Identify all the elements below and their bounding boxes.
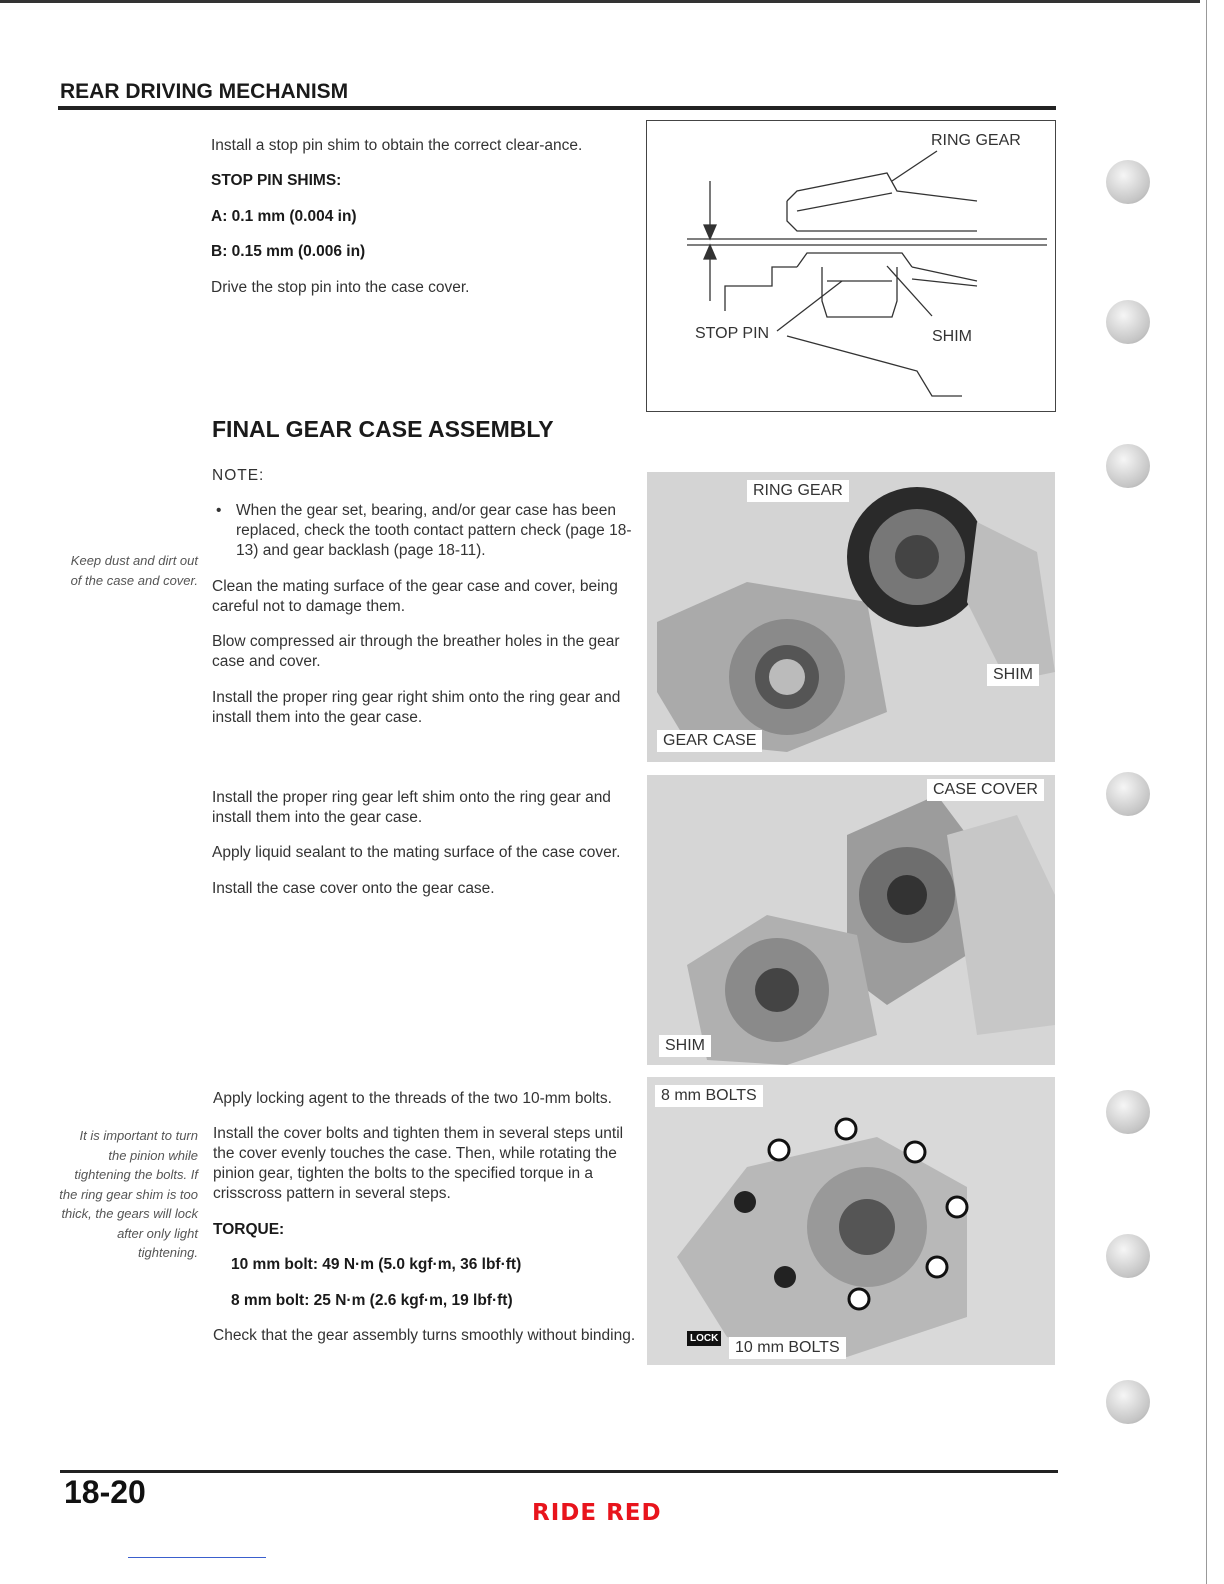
left-shim-text: Install the proper ring gear left shim onto the ring gear and install them into the gear case. xyxy=(212,788,611,826)
binder-hole xyxy=(1106,1234,1150,1278)
shim-a: A: 0.1 mm (0.004 in) xyxy=(211,207,357,225)
note-block xyxy=(212,450,636,743)
bolts-photo xyxy=(647,1077,1055,1365)
note-item: • When the gear set, bearing, and/or gear case has been replaced, check the tooth contact pattern check (page 18-13) and gear backlash (page 18-11). xyxy=(212,501,636,561)
fig1-shim-label: SHIM xyxy=(932,328,972,345)
sealant-text: Apply liquid sealant to the mating surface of the case cover. xyxy=(212,844,621,861)
photo2-shim-label: SHIM xyxy=(659,1035,711,1057)
install-cover-text: Install the case cover onto the gear case. xyxy=(212,879,495,897)
right-shim-text: Install the proper ring gear right shim onto the ring gear and install them into the gear case. xyxy=(212,688,621,726)
section-title: FINAL GEAR CASE ASSEMBLY xyxy=(212,416,554,442)
shim-b: B: 0.15 mm (0.006 in) xyxy=(211,243,366,260)
side-note-pinion: It is important to turn the pinion while tightening the bolts. If the ring gear shim is too thick, the gears will lock after only light tightening. xyxy=(59,1128,198,1260)
note-label: NOTE: xyxy=(212,466,265,484)
brand-logo: RIDE RED xyxy=(532,1500,662,1526)
page-number: 18-20 xyxy=(64,1474,146,1510)
header-rule xyxy=(58,106,1056,110)
photo2-case-cover-label: CASE COVER xyxy=(927,779,1044,801)
photo1-shim-label: SHIM xyxy=(987,664,1039,686)
case-cover-photo xyxy=(647,775,1055,1065)
intro-text: Install a stop pin shim to obtain the correct clear-ance. xyxy=(211,136,583,154)
fig1-stop-pin-label: STOP PIN xyxy=(695,325,770,342)
locking-text: Apply locking agent to the threads of the two 10-mm bolts. xyxy=(213,1089,612,1107)
torque-10mm: 10 mm bolt: 49 N·m (5.0 kgf·m, 36 lbf·ft) xyxy=(231,1256,522,1273)
bolts-illustration xyxy=(647,1077,1055,1365)
clean-text: Clean the mating surface of the gear case and cover, being careful not to damage them. xyxy=(212,577,618,615)
case-cover-illustration xyxy=(647,775,1055,1065)
photo1-ring-gear-label: RING GEAR xyxy=(747,480,849,502)
cover-block xyxy=(212,772,636,914)
stop-pin-drawing xyxy=(647,121,1055,411)
page-header: REAR DRIVING MECHANISM xyxy=(60,80,349,103)
footer-rule xyxy=(60,1470,1058,1473)
photo3-10mm-bolts-label: 10 mm BOLTS xyxy=(729,1337,846,1359)
note-list xyxy=(212,501,636,561)
torque-8mm: 8 mm bolt: 25 N·m (2.6 kgf·m, 19 lbf·ft) xyxy=(231,1291,513,1309)
bolts-text: Install the cover bolts and tighten them in several steps until the cover evenly touches the case. Then, while rotating the pinion gear, tighten the bolts to the specified torque in a crisscross pattern in several steps. xyxy=(213,1125,624,1202)
side-note-dust: Keep dust and dirt out of the case and cover. xyxy=(70,553,198,588)
bolts-block xyxy=(213,1073,637,1362)
binder-hole xyxy=(1106,1380,1150,1424)
binder-hole xyxy=(1106,1090,1150,1134)
stop-pin-diagram xyxy=(646,120,1056,412)
photo1-gear-case-label: GEAR CASE xyxy=(657,730,762,752)
torque-title: TORQUE: xyxy=(213,1220,285,1238)
check-text: Check that the gear assembly turns smoothly without binding. xyxy=(213,1327,636,1344)
binder-hole xyxy=(1106,772,1150,816)
shims-title: STOP PIN SHIMS: xyxy=(211,172,342,189)
lock-icon: LOCK xyxy=(687,1331,721,1346)
photo3-8mm-bolts-label: 8 mm BOLTS xyxy=(655,1085,763,1107)
binder-hole xyxy=(1106,160,1150,204)
intro-block xyxy=(211,120,635,313)
bottom-link-line xyxy=(128,1557,266,1558)
page-edge xyxy=(1206,0,1207,1584)
drive-text: Drive the stop pin into the case cover. xyxy=(211,278,470,296)
blow-text: Blow compressed air through the breather holes in the gear case and cover. xyxy=(212,633,620,670)
fig1-ring-gear-label: RING GEAR xyxy=(931,132,1021,149)
binder-hole xyxy=(1106,444,1150,488)
gear-case-illustration xyxy=(647,472,1055,762)
top-border xyxy=(0,0,1200,3)
gear-case-photo xyxy=(647,472,1055,762)
binder-hole xyxy=(1106,300,1150,344)
